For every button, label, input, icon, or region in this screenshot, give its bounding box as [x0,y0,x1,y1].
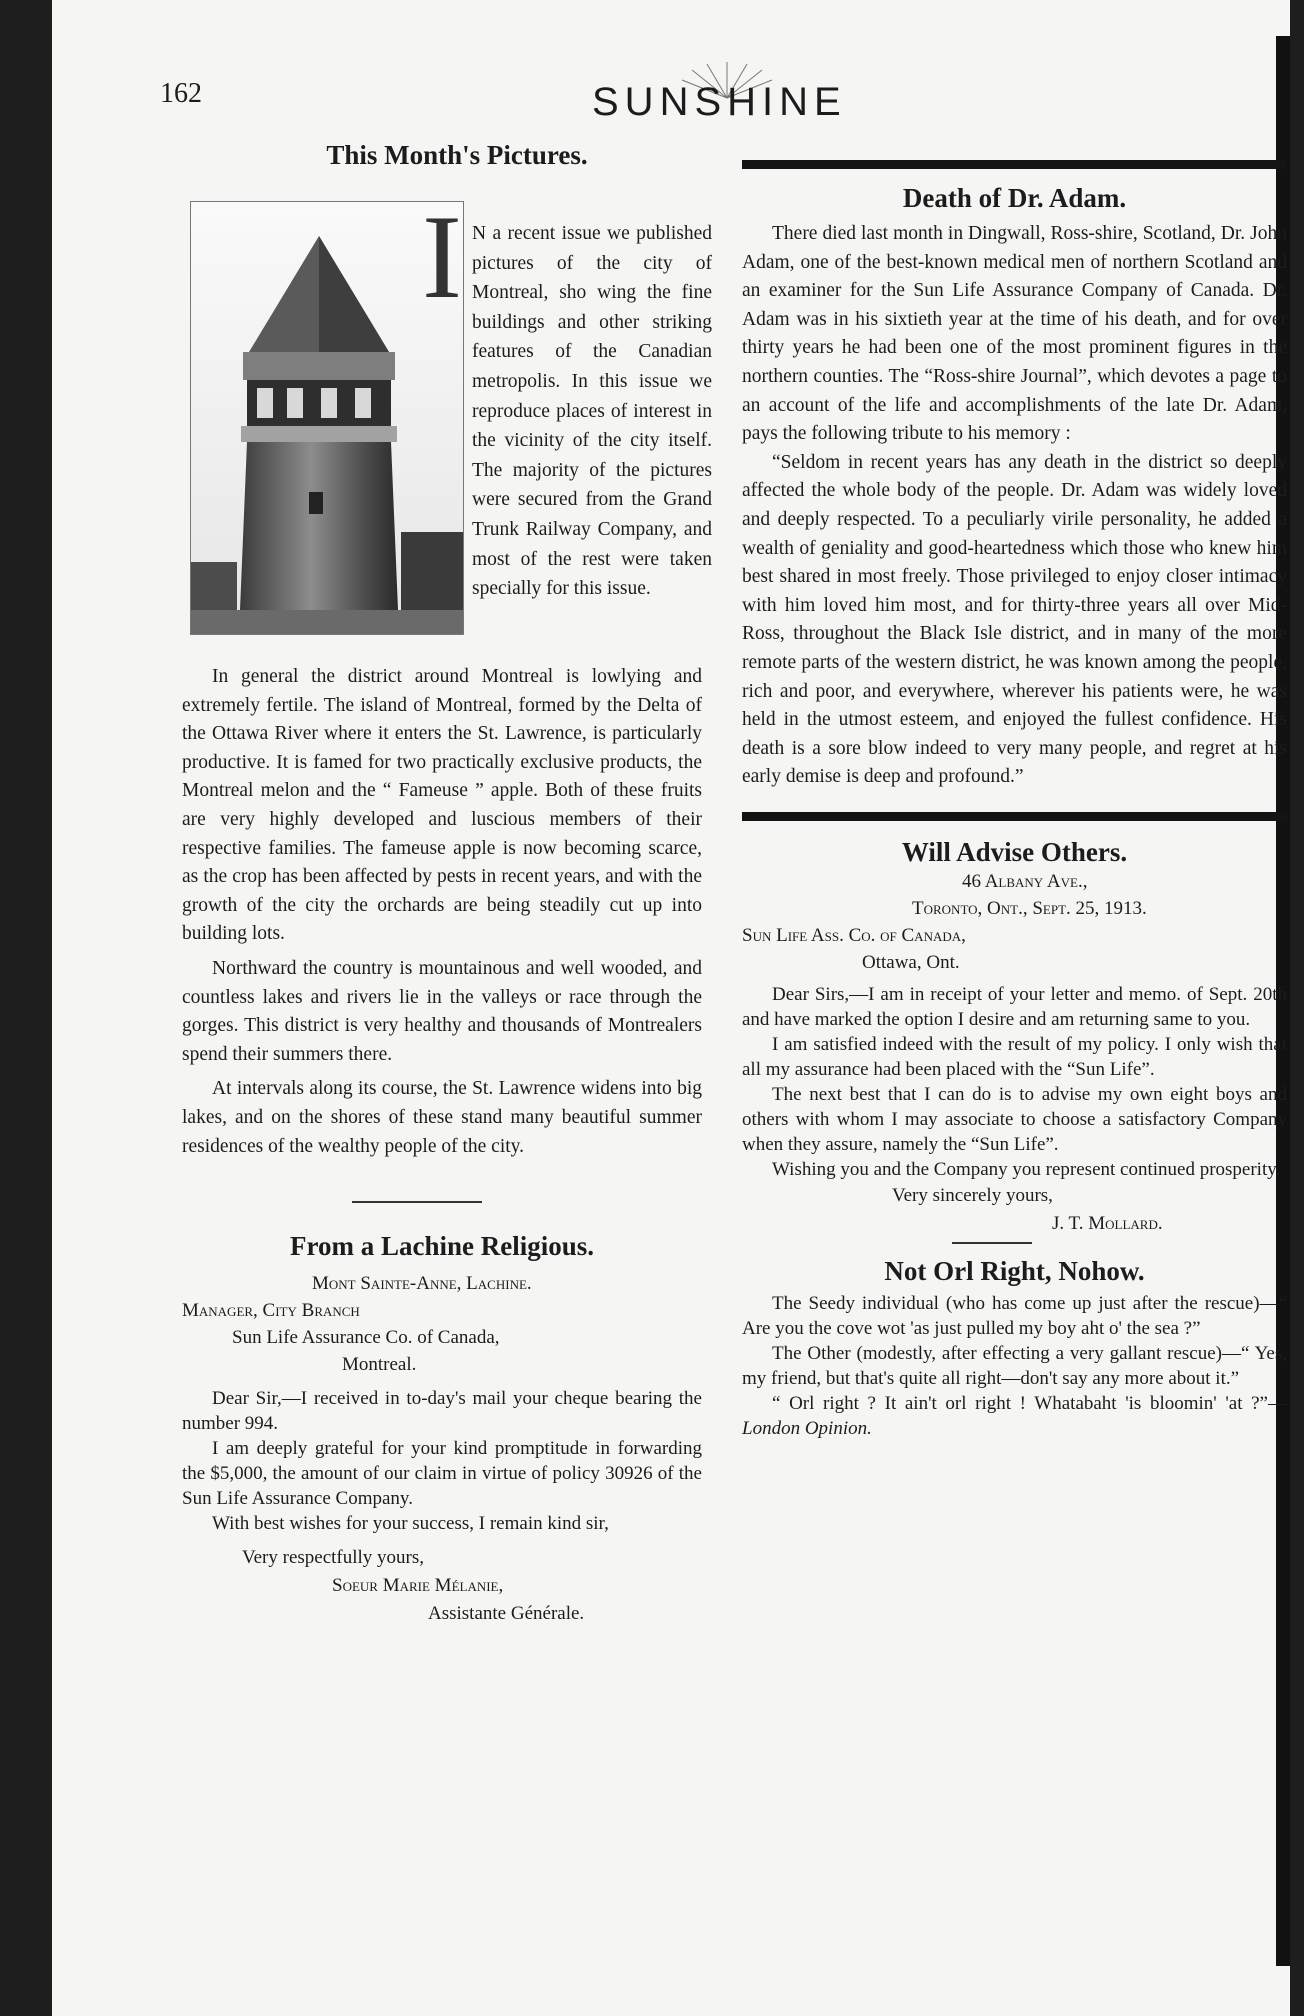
dialogue-paragraph [742,1391,1287,1441]
lachine-title: From a Lachine Religious. [289,1231,594,1262]
pictures-title: This Month's Pictures. [326,140,588,170]
address-line: Toronto, Ont., Sept. 25, 1913. [912,897,1147,919]
signature: J. T. Mollard. [1052,1212,1163,1234]
closing: Very respectfully yours, [242,1547,425,1569]
signature: Soeur Marie Mélanie, [332,1575,504,1597]
address-line: Sun Life Ass. Co. of Canada, [742,924,966,946]
adam-paragraph: “Seldom in recent years has any death in the district so deeply affected the whole body of the people. Dr. Adam was widely loved and deeply respected. To a peculiarly virile personality, he added a wealth of geniality and good-heartedness which those who knew him best shared in most freely. Those privileged to enjoy closer intimacy with him loved him most, and for thirty-three years all over Mid-Ross, throughout the Black Isle district, and in many of the more remote parts of the western district, he was known among the people, rich and poor, and everywhere, wherever his patients were, he was held in the utmost esteem, and enjoyed the fullest confidence. His death is a sore blow indeed to very many people, and regret at his early demise is deep and profound.” [742,451,1287,788]
source-credit: London Opinion. [742,1417,872,1439]
advise-signoff [742,1182,1287,1238]
advise-letter-body [742,982,1287,1182]
letter-paragraph: Wishing you and the Company you represent continued prosperity. [772,1158,1281,1180]
section-divider [352,1201,482,1203]
dialogue-paragraph: The Other (modestly, after effecting a very gallant rescue)—“ Yes, my friend, but that's quite all right—don't say any more about it.” [742,1342,1287,1389]
address-line: Manager, City Branch [182,1300,360,1322]
address-line: Montreal. [342,1354,417,1376]
adam-paragraph: There died last month in Dingwall, Ross-shire, Scotland, Dr. John Adam, one of the best-known medical men of northern Scotland and an examiner for the Sun Life Assurance Company of Canada. Dr. Adam was in his sixtieth year at the time of his death, and for over thirty years he had been one of the most prominent figures in the northern counties. The “Ross-shire Journal”, which devotes a page to an account of the life and accomplishments of the late Dr. Adam, pays the following tribute to his memory : [742,223,1287,445]
dialogue-paragraph: The Seedy individual (who has come up just after the rescue)—“ Are you the cove wot 'as just pulled my boy aht o' the sea ?” [742,1292,1287,1339]
signature-role: Assistante Générale. [428,1603,585,1625]
section-rule [742,812,1287,821]
advise-address [742,868,1287,976]
address-line: Ottawa, Ont. [862,951,960,973]
address-line: Mont Sainte-Anne, Lachine. [312,1273,532,1295]
closing: Very sincerely yours, [892,1184,1053,1206]
right-column [742,160,1287,1441]
masthead: SUNSHINE [592,80,847,124]
dialogue-text: “ Orl right ? It ain't orl right ! Whatabaht 'is bloomin' 'at ?”— [772,1392,1287,1414]
pictures-intro-text: N a recent issue we published pictures of the city of Montreal, sho wing the fine buildings and other striking features of the Canadian metropolis. In this issue we reproduce places of interest in the vicinity of the city itself. The majority of the pictures were secured from the Grand Trunk Railway Company, and most of the rest were taken specially for this issue. [472,223,712,600]
section-rule [742,160,1287,169]
magazine-page [52,0,1290,2016]
pictures-paragraph: At intervals along its course, the St. Lawrence widens into big lakes, and on the shores of these stand many beautiful summer residences of the wealthy people of the city. [182,1078,702,1157]
letter-paragraph: I am satisfied indeed with the result of my policy. I only wish that all my assurance had been placed with the “Sun Life”. [742,1033,1287,1080]
pictures-intro [182,171,712,663]
page-number: 162 [160,78,202,109]
nohow-title: Not Orl Right, Nohow. [884,1255,1145,1286]
adam-title: Death of Dr. Adam. [902,183,1127,213]
letter-paragraph: I am deeply grateful for your kind promptitude in forwarding the $5,000, the amount of our claim in virtue of policy 30926 of the Sun Life Assurance Company. [182,1438,702,1510]
letter-paragraph: With best wishes for your success, I remain kind sir, [212,1513,609,1535]
address-line: Sun Life Assurance Co. of Canada, [232,1327,500,1349]
letter-paragraph: Dear Sir,—I received in to-day's mail your cheque bearing the number 994. [182,1388,702,1435]
letter-paragraph: The next best that I can do is to advise my own eight boys and others with whom I may associate to choose a satisfactory Company when they assure, namely the “Sun Life”. [742,1083,1287,1155]
lachine-letter-body [182,1386,702,1536]
letter-paragraph: Dear Sirs,—I am in receipt of your letter and memo. of Sept. 20th and have marked the option I desire and am returning same to you. [742,983,1287,1030]
address-line: 46 Albany Ave., [962,870,1088,892]
left-column [182,140,712,1628]
pictures-paragraph: Northward the country is mountainous and well wooded, and countless lakes and rivers lie in the valleys or race through the gorges. This district is very healthy and thousands of Montrealers spend their summers there. [182,957,702,1065]
nohow-body [742,1291,1287,1441]
lachine-signoff [182,1544,702,1628]
advise-title: Will Advise Others. [901,836,1128,867]
drop-cap: I [422,190,462,323]
section-divider [952,1242,1032,1244]
lachine-address [182,1270,702,1378]
pictures-paragraph: In general the district around Montreal is lowlying and extremely fertile. The island of Montreal, formed by the Delta of the Ottawa River where it enters the St. Lawrence, is particularly productive. It is famed for two practically exclusive products, the Montreal melon and the “ Fameuse ” apple. Both of these fruits are very highly developed and luscious members of their respective families. The fameuse apple is now becoming scarce, as the crop has been affected by pests in recent years, and with the growth of the city the orchards are being steadily cut up into building lots. [182,666,702,945]
